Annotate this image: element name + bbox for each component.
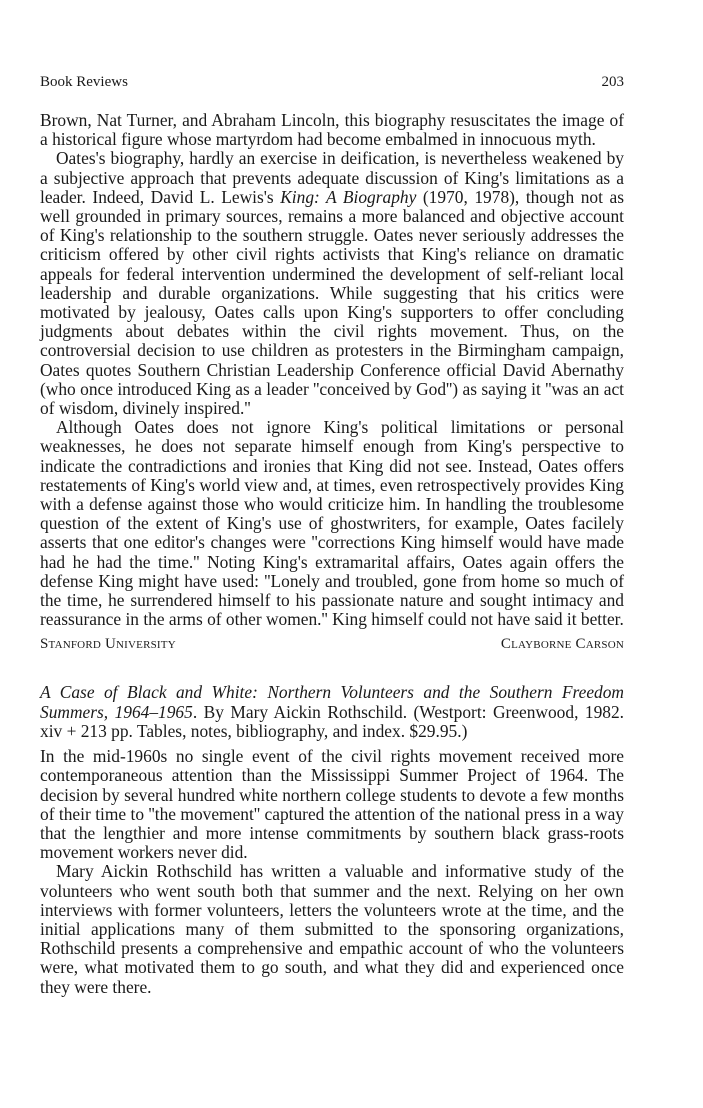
- review2-paragraph-2: Mary Aickin Rothschild has written a valuable and informative study of the volunteers who went south both that summer and the next. Relying on her own interviews with former volunteers, letters the volunteers wrote at the time, and the initial applications many of them submitted to the sponsoring organizations, Rothschild presents a comprehensive and empathic account of who the volunteers were, what motivated them to go south, and what they did and experienced once they were there.: [40, 861, 624, 997]
- review2-book-title: A Case of Black and White: Northern Volunteers and the Southern Freedom Summers, 1964–1965: [40, 682, 624, 722]
- review1-p2-before: Oates's biography, hardly an exercise in deification, is nevertheless weakened by a subjective approach that prevents adequate discussion of King's limitations as a leader. Indeed, David L. Lewis's: [40, 148, 624, 207]
- reviewer-affiliation: Stanford University: [40, 636, 176, 653]
- section-title: Book Reviews: [40, 74, 128, 90]
- running-head: [40, 72, 624, 92]
- review1-signature: [40, 635, 624, 654]
- book-title-king-a-biography: King: A Biography: [280, 186, 417, 207]
- page-number: 203: [601, 74, 624, 90]
- review1-paragraph-3: Although Oates does not ignore King's political limitations or personal weaknesses, he does not separate himself enough from King's perspective to indicate the contradictions and ironies that King did not see. Instead, Oates offers restatements of King's world view and, at times, even retrospectively provides King with a defense against those who would criticize him. In handling the troublesome question of the extent of King's use of ghostwriters, for example, Oates facilely asserts that one editor's changes were ''corrections King himself would have made had he had the time.'' Noting King's extramarital affairs, Oates again offers the defense King might have used: ''Lonely and troubled, gone from home so much of the time, he surrendered himself to his passionate nature and sought intimacy and reassurance in the arms of other women.'' King himself could not have said it better.: [40, 417, 624, 630]
- reviewer-name: Clayborne Carson: [500, 636, 624, 653]
- book-page: [40, 72, 624, 997]
- review2-citation: [40, 683, 624, 741]
- review1-paragraph-1: Brown, Nat Turner, and Abraham Lincoln, this biography resuscitates the image of a historical figure whose martyrdom had become embalmed in innocuous myth.: [40, 110, 624, 150]
- review-king-biography: [40, 111, 624, 654]
- review1-paragraph-2: [40, 149, 624, 418]
- review1-p2-after: (1970, 1978), though not as well grounded in primary sources, remains a more balanced and objective account of King's relationship to the southern struggle. Oates never seriously addresses the criticism offered by other civil rights activists that King's reliance on dramatic appeals for federal intervention undermined the development of self-reliant local leadership and durable organizations. While suggesting that his critics were motivated by jealousy, Oates calls upon King's supporters to offer concluding judgments about debates within the civil rights movement. Thus, on the controversial decision to use children as protesters in the Birmingham campaign, Oates quotes Southern Christian Leadership Conference official David Abernathy (who once introduced King as a leader ''conceived by God'') as saying it ''was an act of wisdom, divinely inspired.'': [40, 186, 624, 419]
- review2-paragraph-1: In the mid-1960s no single event of the civil rights movement received more contemporaneous attention than the Mississippi Summer Project of 1964. The decision by several hundred white northern college students to devote a few months of their time to ''the movement'' captured the attention of the national press in a way that the lengthier and more intense commitments by southern black grass-roots movement workers never did.: [40, 746, 624, 863]
- review2-publication-details: . By Mary Aickin Rothschild. (Westport: Greenwood, 1982. xiv + 213 pp. Tables, notes, bibliography, and index. $29.95.): [40, 701, 624, 741]
- review-case-of-black-and-white: [40, 683, 624, 996]
